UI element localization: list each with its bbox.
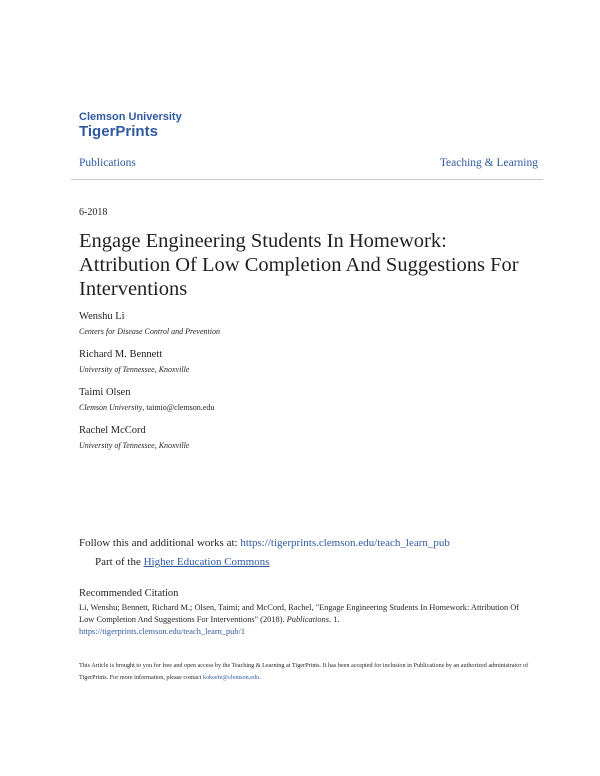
citation-main: Li, Wenshu; Bennett, Richard M.; Olsen, Taimi; and McCord, Rachel, "Engage Engineering Students In Homework: Attribution Of Low Completion And Suggestions For Interventions" (2018). [79,603,520,624]
author-affiliation [79,365,189,374]
collection-url-link[interactable]: https://tigerprints.clemson.edu/teach_learn_pub [240,537,450,549]
affiliation-text: Centers for Disease Control and Prevention [79,327,220,336]
author-affiliation [79,403,214,412]
author-affiliation [79,441,189,450]
notice-text: This Article is brought to you for free and open access by the Teaching & Learning at TigerPrints. It has been accepted for inclusion in Publications by an authorized administrator of TigerPrints. For more information, please contact [79,662,529,681]
author-name: Richard M. Bennett [79,349,163,360]
citation-url-link[interactable]: https://tigerprints.clemson.edu/teach_learn_pub/1 [79,627,246,636]
citation-text [79,602,529,638]
header-divider [71,179,543,180]
notice-end: . [259,673,261,681]
author-name: Wenshu Li [79,311,125,322]
author-name: Taimi Olsen [79,387,131,398]
affiliation-text: Clemson University [79,403,143,412]
author-email: , taimio@clemson.edu [142,403,215,412]
publications-link[interactable]: Publications [79,157,136,169]
citation-end: . 1. [329,615,340,624]
teaching-learning-link[interactable]: Teaching & Learning [439,157,538,169]
institution-name: Clemson University [79,111,182,123]
higher-education-commons-link[interactable]: Higher Education Commons [143,556,270,568]
part-of-text: Part of the [95,556,144,568]
citation-publication: Publications [286,615,330,624]
access-notice [79,660,534,683]
publication-date: 6-2018 [79,207,108,218]
follow-line [79,537,450,549]
affiliation-text: University of Tennessee, Knoxville [79,441,190,450]
author-affiliation [79,327,220,336]
author-name: Rachel McCord [79,425,146,436]
article-title: Engage Engineering Students In Homework: Attribution Of Low Completion And Suggestions For Interventions [79,230,519,300]
part-of-line [95,556,269,568]
recommended-citation-heading: Recommended Citation [79,588,179,599]
affiliation-text: University of Tennessee, Knoxville [79,365,190,374]
follow-text: Follow this and additional works at: [79,537,241,549]
repository-logo[interactable]: TigerPrints [79,123,158,140]
contact-email-link[interactable]: kokeefe@clemson.edu [202,673,260,681]
